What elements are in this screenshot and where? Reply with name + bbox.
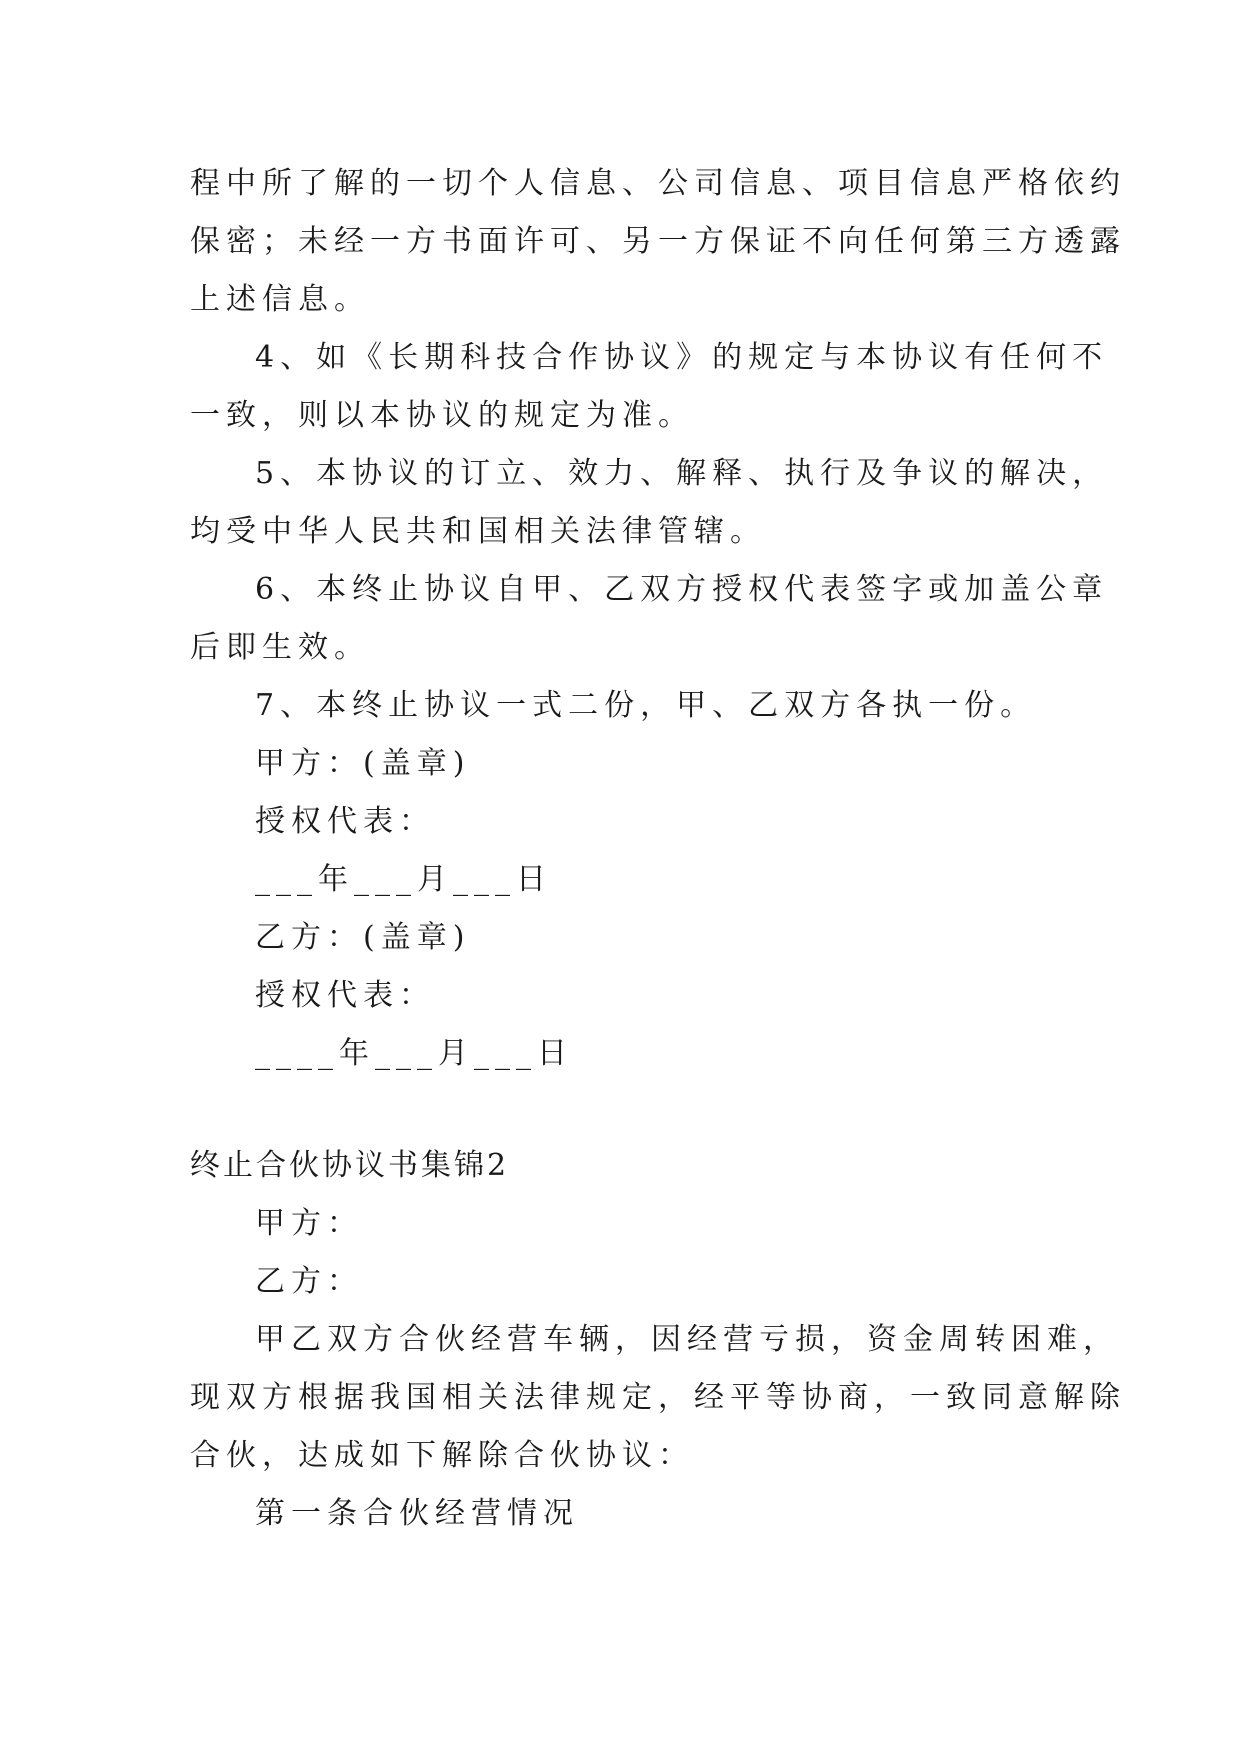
clause-4: 4、如《长期科技合作协议》的规定与本协议有任何不: [255, 340, 1109, 375]
party-a-seal: 甲方：(盖章): [255, 746, 471, 781]
clause-5: 5、本协议的订立、效力、解释、执行及争议的解决，: [255, 456, 1109, 491]
body-text-line: 后即生效。: [190, 630, 370, 665]
paragraph-start: 甲乙双方合伙经营车辆，因经营亏损，资金周转困难，: [255, 1322, 1119, 1357]
body-text-line: 保密；未经一方书面许可、另一方保证不向任何第三方透露: [190, 224, 1126, 259]
party-a-representative: 授权代表：: [255, 804, 435, 839]
section-heading: 终止合伙协议书集锦2: [190, 1148, 510, 1183]
body-text-line: 合伙，达成如下解除合伙协议：: [190, 1438, 694, 1473]
body-text-line: 上述信息。: [190, 282, 370, 317]
clause-6: 6、本终止协议自甲、乙双方授权代表签字或加盖公章: [255, 572, 1109, 607]
body-text-line: 程中所了解的一切个人信息、公司信息、项目信息严格依约: [190, 166, 1126, 201]
party-a-label: 甲方：: [255, 1206, 363, 1241]
clause-7: 7、本终止协议一式二份，甲、乙双方各执一份。: [255, 688, 1037, 723]
party-b-seal: 乙方：(盖章): [255, 920, 471, 955]
article-1-title: 第一条合伙经营情况: [255, 1496, 579, 1531]
body-text-line: 一致，则以本协议的规定为准。: [190, 398, 694, 433]
body-text-line: 均受中华人民共和国相关法律管辖。: [190, 514, 766, 549]
party-a-date: ___年___月___日: [255, 862, 552, 897]
party-b-date: ____年___月___日: [255, 1036, 573, 1071]
party-b-representative: 授权代表：: [255, 978, 435, 1013]
party-b-label: 乙方：: [255, 1264, 363, 1299]
body-text-line: 现双方根据我国相关法律规定，经平等协商，一致同意解除: [190, 1380, 1126, 1415]
